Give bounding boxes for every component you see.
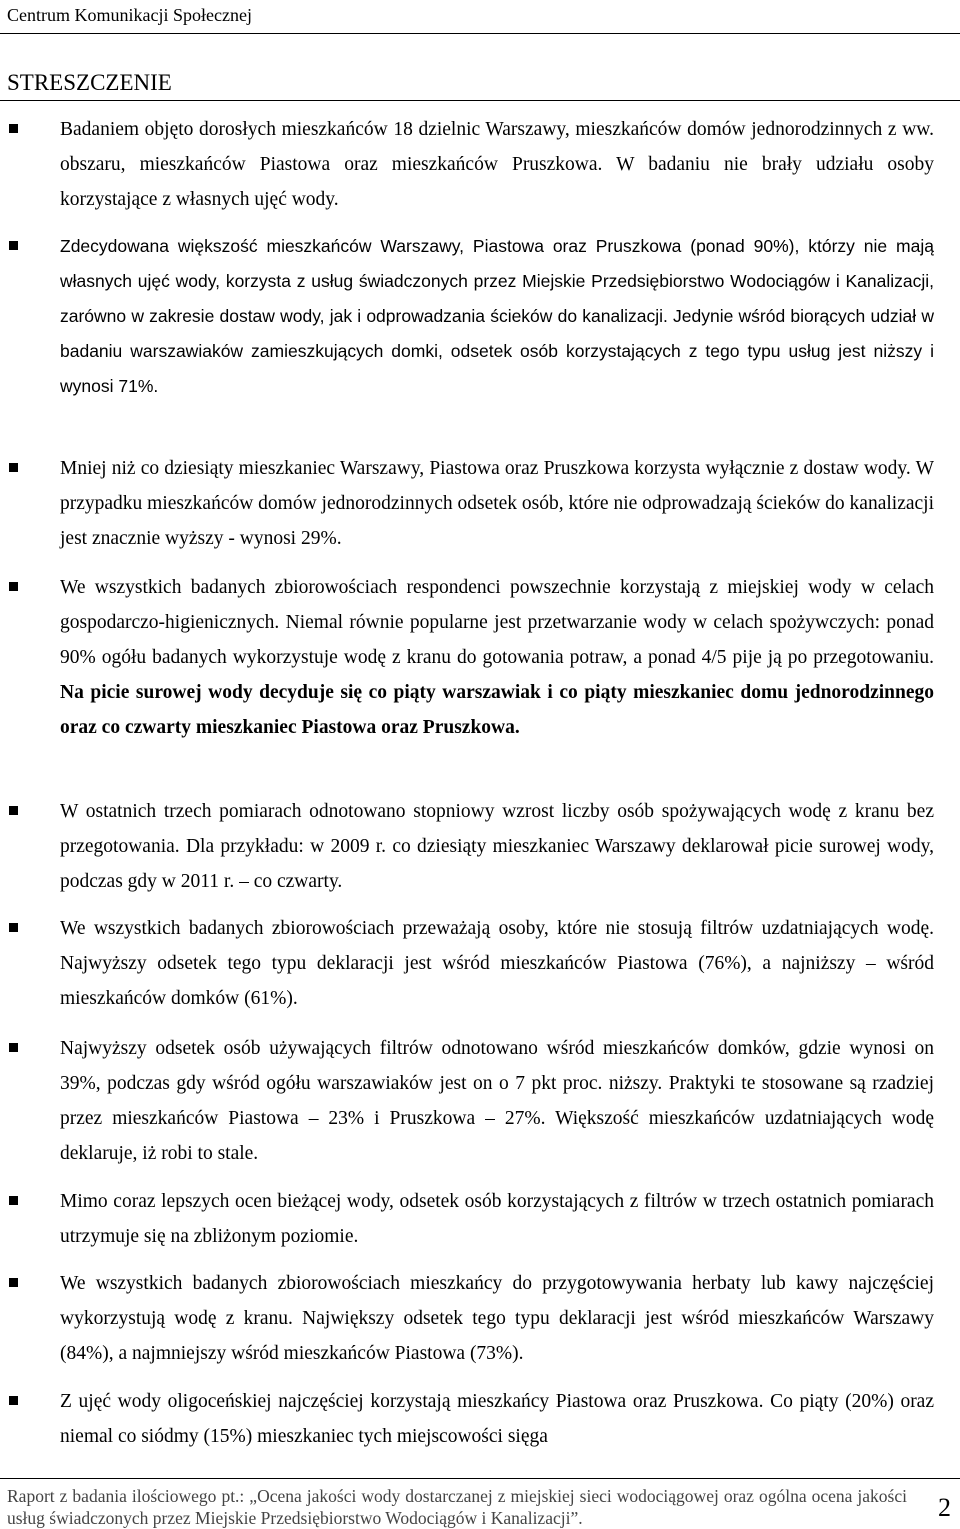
footer-text: Raport z badania ilościowego pt.: „Ocena jakości wody dostarczanej z miejskiej sieci wodociągowej oraz ogólna ocena jakości usług świadczonych przez Miejskie Przedsiębiorstwo Wodociągów i Kanalizacji”. bbox=[7, 1486, 907, 1528]
bullet-text: We wszystkich badanych zbiorowościach mieszkańcy do przygotowywania herbaty lub kawy najczęściej wykorzystują wodę z kranu. Największy odsetek tego typu deklaracji jest wśród mieszkańców Warszawy (84%), a najmniejszy wśród mieszkańców Piastowa (73%). bbox=[60, 1273, 934, 1364]
square-bullet-icon bbox=[9, 1278, 18, 1287]
header-title: Centrum Komunikacji Społecznej bbox=[7, 5, 252, 25]
bullet-text: Najwyższy odsetek osób używających filtrów odnotowano wśród mieszkańców domków, gdzie wynosi on 39%, podczas gdy wśród ogółu warszawiaków jest on o 7 pkt proc. niższy. Praktyki te stosowane są rzadziej przez mieszkańców Piastowa – 23% i Pruszkowa – 27%. Większość mieszkańców uzdatniających wodę deklaruje, iż robi to stale. bbox=[60, 1038, 934, 1164]
square-bullet-icon bbox=[9, 582, 18, 591]
square-bullet-icon bbox=[9, 1196, 18, 1205]
section-title: STRESZCZENIE bbox=[7, 70, 172, 95]
bullet-text-regular: We wszystkich badanych zbiorowościach respondenci powszechnie korzystają z miejskiej wody w celach gospodarczo-higienicznych. Niemal równie popularne jest przetwarzanie wody w celach spożywczych: ponad 90% ogółu badanych wykorzystuje wodę z kranu do gotowania potraw, a ponad 4/5 pije ją po przegotowaniu. bbox=[60, 577, 934, 668]
square-bullet-icon bbox=[9, 923, 18, 932]
square-bullet-icon bbox=[9, 806, 18, 815]
bullet-text bbox=[60, 570, 934, 745]
bullet-text: Zdecydowana większość mieszkańców Warszawy, Piastowa oraz Pruszkowa (ponad 90%), którzy nie mają własnych ujęć wody, korzysta z usług świadczonych przez Miejskie Przedsiębiorstwo Wodociągów i Kanalizacji, zarówno w zakresie dostaw wody, jak i odprowadzania ścieków do kanalizacji. Jedynie wśród biorących udział w badaniu warszawiaków zamieszkujących domki, odsetek osób korzystających z tego typu usług jest niższy i wynosi 71%. bbox=[60, 236, 934, 396]
section-heading bbox=[0, 64, 960, 101]
page-footer bbox=[0, 1478, 960, 1529]
bullet-text-bold: Na picie surowej wody decyduje się co piąty warszawiak i co piąty mieszkaniec domu jednorodzinnego oraz co czwarty mieszkaniec Piastowa oraz Pruszkowa. bbox=[60, 682, 934, 738]
page-header bbox=[0, 0, 960, 34]
bullet-text: W ostatnich trzech pomiarach odnotowano stopniowy wzrost liczby osób spożywających wodę z kranu bez przegotowania. Dla przykładu: w 2009 r. co dziesiąty mieszkaniec Warszawy deklarował picie surowej wody, podczas gdy w 2011 r. – co czwarty. bbox=[60, 801, 934, 892]
bullet-text: Mimo coraz lepszych ocen bieżącej wody, odsetek osób korzystających z filtrów w trzech ostatnich pomiarach utrzymuje się na zbliżonym poziomie. bbox=[60, 1191, 934, 1247]
bullet-text: We wszystkich badanych zbiorowościach przeważają osoby, które nie stosują filtrów uzdatniających wodę. Najwyższy odsetek tego typu deklaracji jest wśród mieszkańców Piastowa (76%), a najniższy – wśród mieszkańców domków (61%). bbox=[60, 918, 934, 1009]
page-number: 2 bbox=[938, 1493, 951, 1522]
square-bullet-icon bbox=[9, 124, 18, 133]
square-bullet-icon bbox=[9, 1396, 18, 1405]
square-bullet-icon bbox=[9, 463, 18, 472]
bullet-text: Z ujęć wody oligoceńskiej najczęściej korzystają mieszkańcy Piastowa oraz Pruszkowa. Co piąty (20%) oraz niemal co siódmy (15%) mieszkaniec tych miejscowości sięga bbox=[60, 1391, 934, 1447]
square-bullet-icon bbox=[9, 1043, 18, 1052]
bullet-text: Mniej niż co dziesiąty mieszkaniec Warszawy, Piastowa oraz Pruszkowa korzysta wyłącznie z dostaw wody. W przypadku mieszkańców domów jednorodzinnych odsetek osób, które nie odprowadzają ścieków do kanalizacji jest znacznie wyższy - wynosi 29%. bbox=[60, 458, 934, 549]
bullet-text: Badaniem objęto dorosłych mieszkańców 18 dzielnic Warszawy, mieszkańców domów jednorodzinnych z ww. obszaru, mieszkańców Piastowa oraz mieszkańców Pruszkowa. W badaniu nie brały udziału osoby korzystające z własnych ujęć wody. bbox=[60, 119, 934, 210]
square-bullet-icon bbox=[9, 241, 18, 250]
